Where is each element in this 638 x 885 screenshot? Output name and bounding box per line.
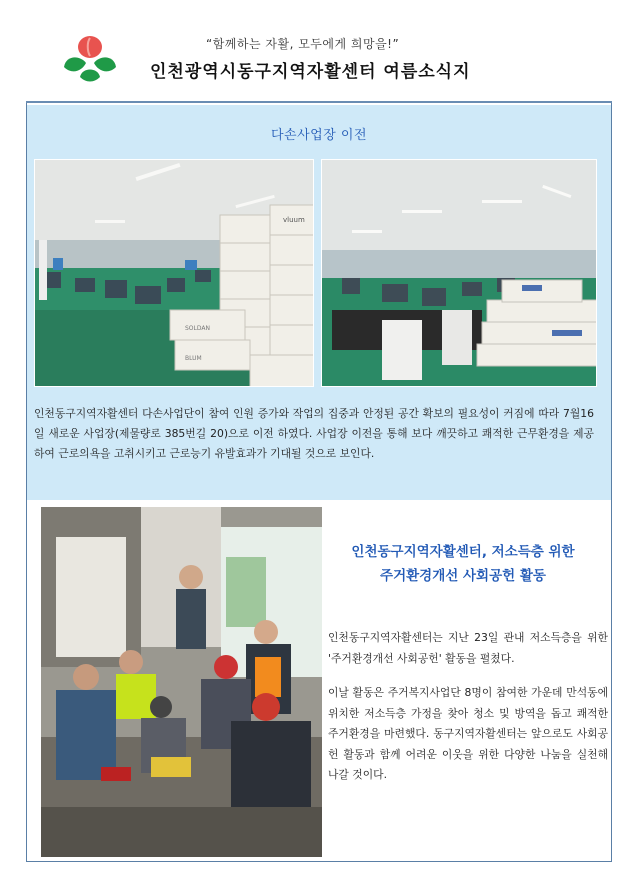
newsletter-title: 인천광역시동구지역자활센터 여름소식지 — [150, 62, 471, 82]
workshop-interior-photo-2 — [321, 159, 597, 387]
relocation-title: 다손사업장 이전 — [270, 128, 368, 143]
box-label: vluum — [283, 216, 305, 224]
center-logo-icon — [60, 33, 120, 85]
housing-activity-title-line2: 주거환경개선 사회공헌 활동 — [380, 568, 546, 584]
box-label: BLUM — [185, 355, 202, 362]
relocation-description: 인천동구지역자활센터 다손사업단이 참여 인원 증가와 작업의 집중과 안정된 공간 확보의 필요성이 커짐에 따라 7월16일 새로운 사업장(제물량로 385번길 20)으로 이전 하였다. 사업장 이전을 통해 보다 깨끗하고 쾌적한 근무환경을 제공하여 근로의욕을 고취시키고 근로능기 유발효과가 기대될 것으로 보인다. — [34, 407, 594, 460]
housing-activity-body — [328, 628, 608, 800]
housing-activity-paragraph-2: 이날 활동은 주거복지사업단 8명이 참여한 가운데 만석동에 위치한 저소득층 가정을 찾아 청소 및 방역을 돕고 쾌적한 주거환경을 마련했다. 동구지역자활센터는 앞으로도 사회공헌 활동과 함께 어려운 이웃을 위한 다양한 나눔을 실천해 나갈 것이다. — [328, 686, 608, 781]
slogan: “함께하는 자활, 모두에게 희망을!” — [206, 37, 400, 51]
volunteer-cleaning-photo — [40, 506, 323, 858]
housing-activity-paragraph-1: 인천동구지역자활센터는 지난 23일 관내 저소득층을 위한 '주거환경개선 사회공헌' 활동을 펼쳤다. — [328, 631, 608, 665]
workshop-interior-photo-1 — [34, 159, 314, 387]
box-label: SOLDAN — [185, 325, 210, 332]
housing-activity-title-line1: 인천동구지역자활센터, 저소득층 위한 — [351, 544, 575, 560]
housing-activity-title — [330, 540, 596, 588]
